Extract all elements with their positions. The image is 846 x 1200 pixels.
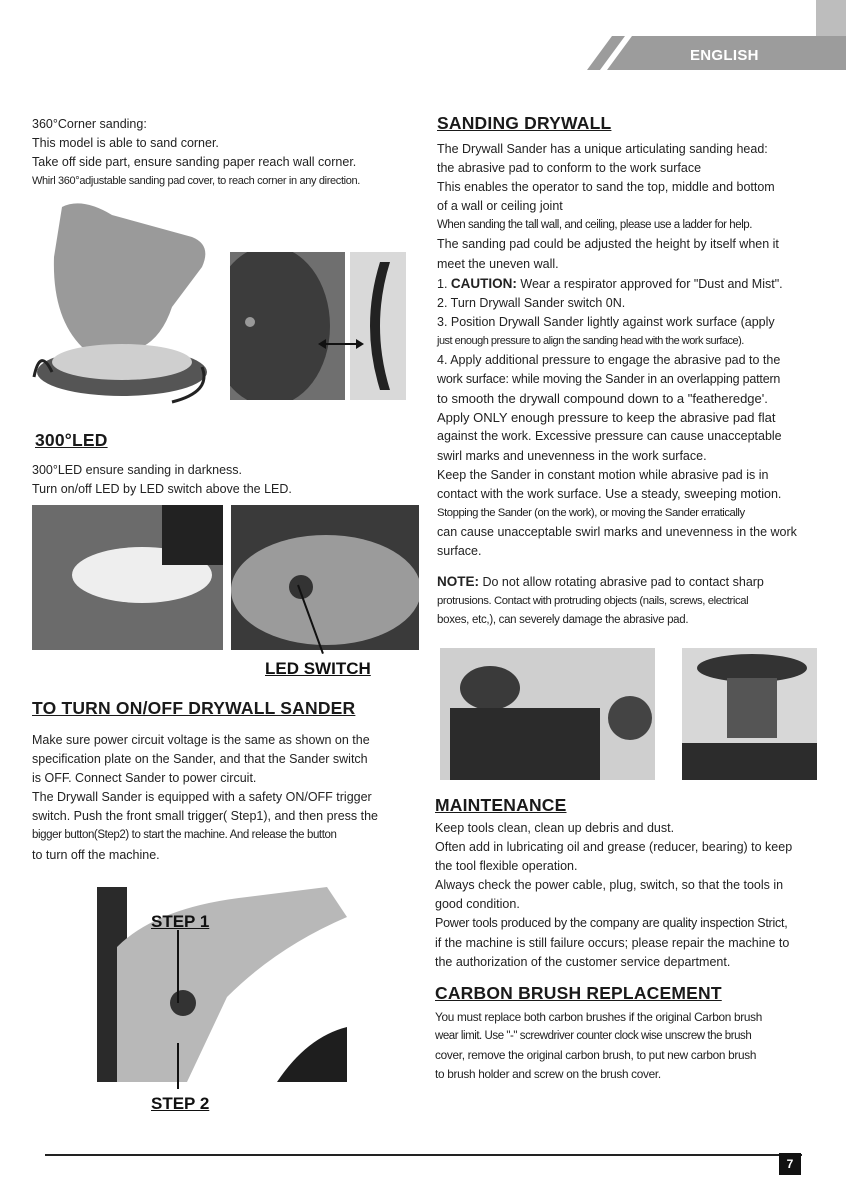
sanding-heading: SANDING DRYWALL bbox=[437, 113, 612, 133]
turn-on-line: to turn off the machine. bbox=[32, 847, 160, 862]
note-line bbox=[437, 572, 821, 592]
step-line: swirl marks and unevenness in the work surface. bbox=[437, 448, 707, 463]
carbon-heading: CARBON BRUSH REPLACEMENT bbox=[435, 983, 722, 1003]
turn-on-line: bigger button(Step2) to start the machine. And release the button bbox=[32, 829, 337, 842]
trigger-photo bbox=[97, 887, 347, 1082]
turn-on-line: is OFF. Connect Sander to power circuit. bbox=[32, 771, 257, 786]
sanding-line: The sanding pad could be adjusted the height by itself when it bbox=[437, 237, 779, 252]
caution-label: CAUTION: bbox=[450, 275, 517, 291]
carbon-section bbox=[435, 983, 819, 1084]
step-line: Keep the Sander in constant motion while abrasive pad is in bbox=[437, 467, 769, 482]
note-line: boxes, etc,), can severely damage the abrasive pad. bbox=[437, 614, 689, 627]
caution-line bbox=[437, 274, 821, 294]
side-part-photo bbox=[350, 252, 406, 400]
step-line: can cause unacceptable swirl marks and unevenness in the work bbox=[437, 524, 797, 539]
maintenance-line: Often add in lubricating oil and grease (reducer, bearing) to keep bbox=[435, 840, 793, 855]
sanding-line: This enables the operator to sand the top, middle and bottom bbox=[437, 180, 775, 195]
step-line: just enough pressure to align the sanding head with the work surface). bbox=[437, 334, 744, 347]
carbon-line: cover, remove the original carbon brush, to put new carbon brush bbox=[435, 1048, 757, 1063]
maintenance-line: if the machine is still failure occurs; please repair the machine to bbox=[435, 935, 790, 950]
note-line: protrusions. Contact with protruding objects (nails, screws, electrical bbox=[437, 595, 749, 608]
step1-label: STEP 1 bbox=[151, 912, 210, 931]
corner-line: This model is able to sand corner. bbox=[32, 136, 219, 151]
step-line: contact with the work surface. Use a steady, sweeping motion. bbox=[437, 486, 782, 501]
step2-leader bbox=[177, 1043, 179, 1089]
maintenance-line: Always check the power cable, plug, switch, so that the tools in bbox=[435, 878, 784, 893]
led-switch-label: LED SWITCH bbox=[265, 659, 371, 678]
led-line: 300°LED ensure sanding in darkness. bbox=[32, 463, 242, 477]
sanding-line: the abrasive pad to conform to the work surface bbox=[437, 161, 702, 176]
step-line: to smooth the drywall compound down to a "featheredge'. bbox=[437, 391, 768, 407]
sanding-line: meet the uneven wall. bbox=[437, 256, 559, 271]
step-line: Apply ONLY enough pressure to keep the abrasive pad flat bbox=[437, 410, 776, 426]
corner-title: 360°Corner sanding: bbox=[32, 117, 147, 131]
led-line: Turn on/off LED by LED switch above the LED. bbox=[32, 482, 292, 497]
maintenance-heading: MAINTENANCE bbox=[435, 795, 567, 815]
turn-on-line: specification plate on the Sander, and that the Sander switch bbox=[32, 752, 368, 767]
ceiling-photo bbox=[682, 648, 817, 780]
sanding-line: When sanding the tall wall, and ceiling, please use a ladder for help. bbox=[437, 219, 752, 232]
turn-on-line: Make sure power circuit voltage is the same as shown on the bbox=[32, 733, 370, 747]
note-text: Do not allow rotating abrasive pad to contact sharp bbox=[479, 575, 764, 590]
carbon-line: wear limit. Use "-" screwdriver counter clock wise unscrew the brush bbox=[435, 1030, 752, 1043]
led-heading: 300°LED bbox=[35, 430, 108, 450]
step2-label: STEP 2 bbox=[151, 1094, 210, 1113]
step-line: work surface: while moving the Sander in an overlapping pattern bbox=[437, 372, 781, 387]
sanding-section bbox=[437, 113, 821, 630]
maintenance-line: good condition. bbox=[435, 897, 520, 912]
corner-line: Whirl 360°adjustable sanding pad cover, to reach corner in any direction. bbox=[32, 175, 360, 188]
maintenance-line: Keep tools clean, clean up debris and dust. bbox=[435, 821, 675, 835]
step-line: Stopping the Sander (on the work), or moving the Sander erratically bbox=[437, 506, 745, 519]
double-arrow-icon bbox=[318, 336, 364, 352]
maintenance-line: Power tools produced by the company are quality inspection Strict, bbox=[435, 916, 788, 931]
step-line: 4. Apply additional pressure to engage the abrasive pad to the bbox=[437, 353, 781, 368]
caution-text: Wear a respirator approved for "Dust and Mist". bbox=[516, 276, 783, 291]
turn-on-section bbox=[32, 698, 422, 865]
pad-photo bbox=[230, 252, 345, 400]
caution-number: 1. bbox=[437, 276, 451, 291]
note-label: NOTE: bbox=[437, 574, 479, 590]
turn-on-line: switch. Push the front small trigger( Step1), and then press the bbox=[32, 809, 379, 824]
maintenance-line: the tool flexible operation. bbox=[435, 859, 578, 874]
step-line: surface. bbox=[437, 543, 482, 558]
carbon-line: You must replace both carbon brushes if the original Carbon brush bbox=[435, 1010, 762, 1024]
corner-sanding-section bbox=[32, 115, 422, 191]
sanding-line: The Drywall Sander has a unique articulating sanding head: bbox=[437, 142, 768, 156]
footer-rule bbox=[45, 1154, 802, 1156]
corner-line: Take off side part, ensure sanding paper reach wall corner. bbox=[32, 155, 357, 170]
turn-on-heading: TO TURN ON/OFF DRYWALL SANDER bbox=[32, 698, 356, 718]
page-number: 7 bbox=[779, 1153, 801, 1175]
step1-leader bbox=[177, 930, 179, 1003]
maintenance-line: the authorization of the customer service department. bbox=[435, 954, 731, 969]
led-switch-photo bbox=[231, 505, 419, 650]
carbon-line: to brush holder and screw on the brush cover. bbox=[435, 1067, 661, 1082]
step-line: 2. Turn Drywall Sander switch 0N. bbox=[437, 295, 626, 310]
sander-photo bbox=[22, 197, 220, 437]
header-banner bbox=[0, 0, 846, 80]
led-section bbox=[32, 430, 422, 499]
step-line: against the work. Excessive pressure can cause unacceptable bbox=[437, 429, 782, 444]
worker-photo bbox=[440, 648, 655, 780]
led-lit-photo bbox=[32, 505, 223, 650]
maintenance-section bbox=[435, 795, 819, 972]
sanding-line: of a wall or ceiling joint bbox=[437, 199, 563, 214]
language-label: ENGLISH bbox=[690, 47, 759, 64]
turn-on-line: The Drywall Sander is equipped with a safety ON/OFF trigger bbox=[32, 790, 372, 805]
step-line: 3. Position Drywall Sander lightly against work surface (apply bbox=[437, 314, 775, 329]
